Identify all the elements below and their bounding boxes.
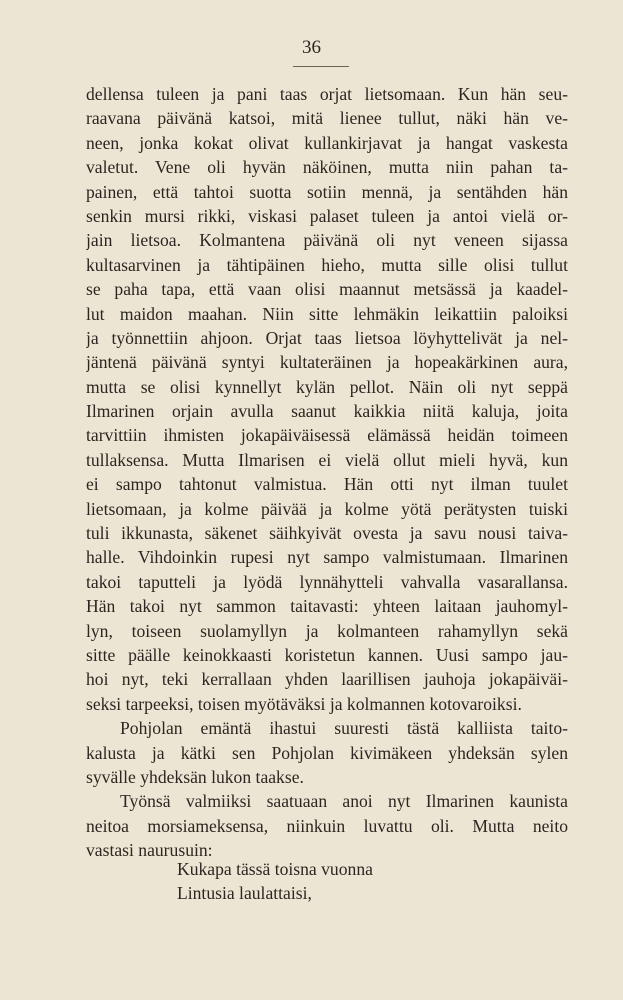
text-line: vastasi naurusuin: <box>86 840 213 861</box>
page-number: 36 <box>302 37 321 58</box>
text-line: lut maidon maahan. Niin sitte lehmäkin leikattiin paloiksi <box>86 303 568 324</box>
text-line: tullaksensa. Mutta Ilmarisen ei vielä ollut mieli hyvä, kun <box>86 449 568 470</box>
verse-block <box>177 857 373 906</box>
text-line: painen, että tahtoi suotta sotiin mennä, ja sentähden hän <box>86 181 568 202</box>
verse-line: Kukapa tässä toisna vuonna <box>177 859 373 879</box>
text-line: Pohjolan emäntä ihastui suuresti tästä kalliista taito- <box>120 718 568 739</box>
text-line: tuli ikkunasta, säkenet säihkyivät ovesta ja savu nousi taiva- <box>86 523 568 544</box>
text-line: jäntenä päivänä syntyi kultateräinen ja hopeakärkinen aura, <box>86 352 568 373</box>
text-line: senkin mursi rikki, viskasi palaset tuleen ja antoi vielä or- <box>86 205 568 226</box>
text-line: sitte päälle keinokkaasti koristetun kannen. Uusi sampo jau- <box>86 644 568 665</box>
text-line: dellensa tuleen ja pani taas orjat lietsomaan. Kun hän seu- <box>86 84 568 104</box>
text-line: neen, jonka kokat olivat kullankirjavat ja hangat vaskesta <box>86 132 568 153</box>
text-line: lyn, toiseen suolamyllyn ja kolmanteen rahamyllyn sekä <box>86 620 568 641</box>
text-line: raavana päivänä katsoi, mitä lienee tullut, näki hän ve- <box>86 108 568 129</box>
body-text <box>86 82 568 863</box>
text-line: tarvittiin ihmisten jokapäiväisessä elämässä heidän toimeen <box>86 425 568 446</box>
text-line: Ilmarinen orjain avulla saanut kaikkia niitä kaluja, joita <box>86 401 568 422</box>
text-line: ja työnnettiin ahjoon. Orjat taas lietsoa löyhyttelivät ja nel- <box>86 327 568 348</box>
text-line: neitoa morsiameksensa, niinkuin luvattu oli. Mutta neito <box>86 815 568 836</box>
text-line: valetut. Vene oli hyvän näköinen, mutta niin pahan ta- <box>86 157 568 178</box>
text-line: takoi taputteli ja lyödä lynnähytteli vahvalla vasarallansa. <box>86 571 568 592</box>
text-line: halle. Vihdoinkin rupesi nyt sampo valmistumaan. Ilmarinen <box>86 547 568 568</box>
header-rule <box>293 66 349 67</box>
text-line: syvälle yhdeksän lukon taakse. <box>86 766 304 787</box>
text-line: seksi tarpeeksi, toisen myötäväksi ja kolmannen kotovaroiksi. <box>86 693 522 714</box>
text-line: jain lietsoa. Kolmantena päivänä oli nyt veneen sijassa <box>86 230 568 251</box>
text-line: se paha tapa, että vaan olisi maannut metsässä ja kaadel- <box>86 279 568 300</box>
text-line: kalusta ja kätki sen Pohjolan kivimäkeen yhdeksän sylen <box>86 742 568 763</box>
text-line: lietsomaan, ja kolme päivää ja kolme yötä perätysten tuiski <box>86 498 568 519</box>
text-line: Työnsä valmiiksi saatuaan anoi nyt Ilmarinen kaunista <box>120 791 568 812</box>
verse-line: Lintusia laulattaisi, <box>177 883 312 904</box>
text-line: Hän takoi nyt sammon taitavasti: yhteen laitaan jauhomyl- <box>86 596 568 617</box>
text-line: hoi nyt, teki kerrallaan yhden laarillisen jauhoja jokapäiväi- <box>86 669 568 690</box>
text-line: kultasarvinen ja tähtipäinen hieho, mutta sille olisi tullut <box>86 254 568 275</box>
text-line: mutta se olisi kynnellyt kylän pellot. Näin oli nyt seppä <box>86 376 568 397</box>
text-line: ei sampo tahtonut valmistua. Hän otti nyt ilman tuulet <box>86 474 568 495</box>
